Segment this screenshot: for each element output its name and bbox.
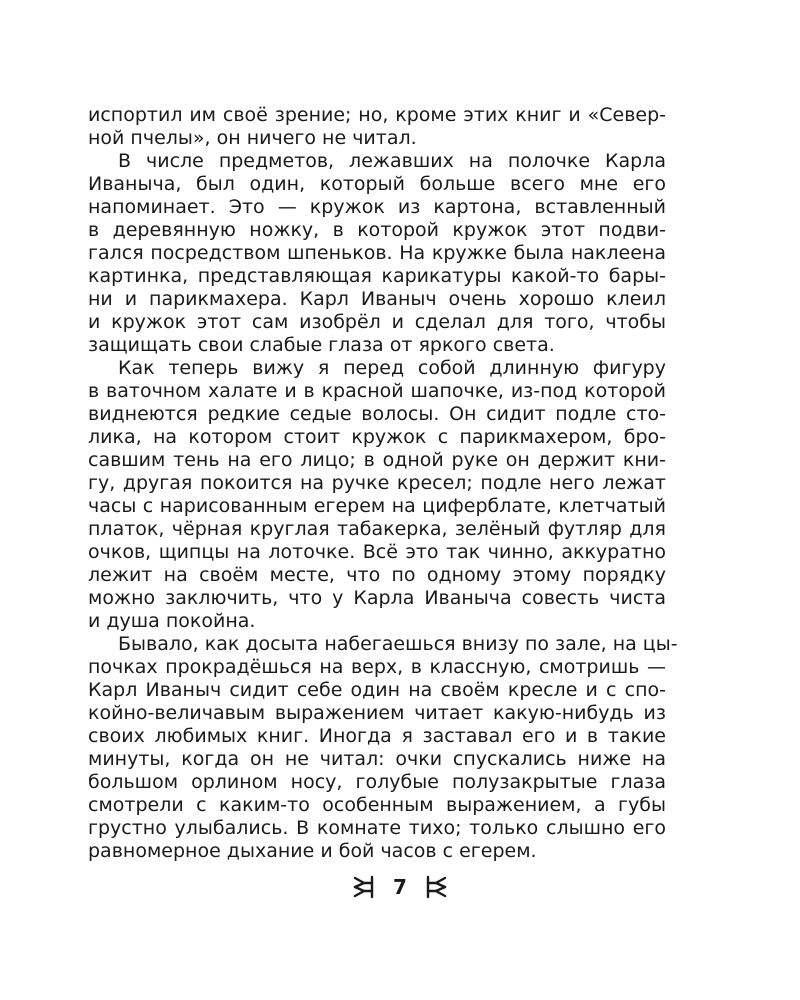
ornament-right-icon <box>426 875 448 899</box>
text-line: койно-величавым выражением читает какую-нибудь из <box>88 702 666 724</box>
text-line: Карл Иваныч сидит себе один на своём кресле и с спо- <box>88 679 666 701</box>
text-line: почках прокрадёшься на верх, в классную, смотришь — <box>88 656 666 678</box>
page-body-text <box>88 104 678 863</box>
text-line: ни и парикмахера. Карл Иваныч очень хорошо клеил <box>88 288 666 310</box>
text-line: лежит на своём месте, что по одному этому порядку <box>88 564 666 586</box>
text-line: минуты, когда он не читал: очки спускались ниже на <box>88 748 666 770</box>
text-line: грустно улыбались. В комнате тихо; только слышно его <box>88 817 666 839</box>
text-line: Бывало, как досыта набегаешься внизу по зале, на цы- <box>118 633 678 655</box>
text-line: Иваныча, был один, который больше всего мне его <box>88 173 666 195</box>
text-line: гался посредством шпеньков. На кружке была наклеена <box>88 242 666 264</box>
text-line: савшим тень на его лицо; в одной руке он держит кни- <box>88 449 666 471</box>
text-line: своих любимых книг. Иногда я заставал его и в такие <box>88 725 666 747</box>
text-line: В числе предметов, лежавших на полочке Карла <box>118 150 666 172</box>
text-line: виднеются редкие седые волосы. Он сидит подле сто- <box>88 403 666 425</box>
text-line: большом орлином носу, голубые полузакрытые глаза <box>88 771 666 793</box>
text-line: лика, на котором стоит кружок с парикмахером, бро- <box>88 426 666 448</box>
text-line: очков, щипцы на лоточке. Всё это так чинно, аккуратно <box>88 541 666 563</box>
text-line: смотрели с каким-то особенным выражением, а губы <box>88 794 666 816</box>
text-line: можно заключить, что у Карла Иваныча совесть чиста <box>88 587 666 609</box>
text-line: ной пчелы», он ничего не читал. <box>88 127 417 149</box>
text-line: равномерное дыхание и бой часов с егерем. <box>88 840 537 862</box>
text-line: и кружок этот сам изобрёл и сделал для того, чтобы <box>88 311 666 333</box>
text-line: в деревянную ножку, в которой кружок этот подви- <box>88 219 666 241</box>
text-line: в ваточном халате и в красной шапочке, из-под которой <box>88 380 666 402</box>
text-line: часы с нарисованным егерем на циферблате, клетчатый <box>88 495 666 517</box>
text-line: картинка, представляющая карикатуры какой-то бары- <box>88 265 666 287</box>
page-number: 7 <box>393 874 407 899</box>
text-line: и душа покойна. <box>88 610 256 632</box>
text-line: напоминает. Это — кружок из картона, вставленный <box>88 196 666 218</box>
text-line: испортил им своё зрение; но, кроме этих книг и «Север- <box>88 104 666 126</box>
ornament-left-icon <box>352 875 374 899</box>
text-line: платок, чёрная круглая табакерка, зелёный футляр для <box>88 518 666 540</box>
page-footer <box>0 871 800 901</box>
text-line: Как теперь вижу я перед собой длинную фигуру <box>118 357 666 379</box>
text-line: гу, другая покоится на ручке кресел; подле него лежат <box>88 472 666 494</box>
text-line: защищать свои слабые глаза от яркого света. <box>88 334 555 356</box>
